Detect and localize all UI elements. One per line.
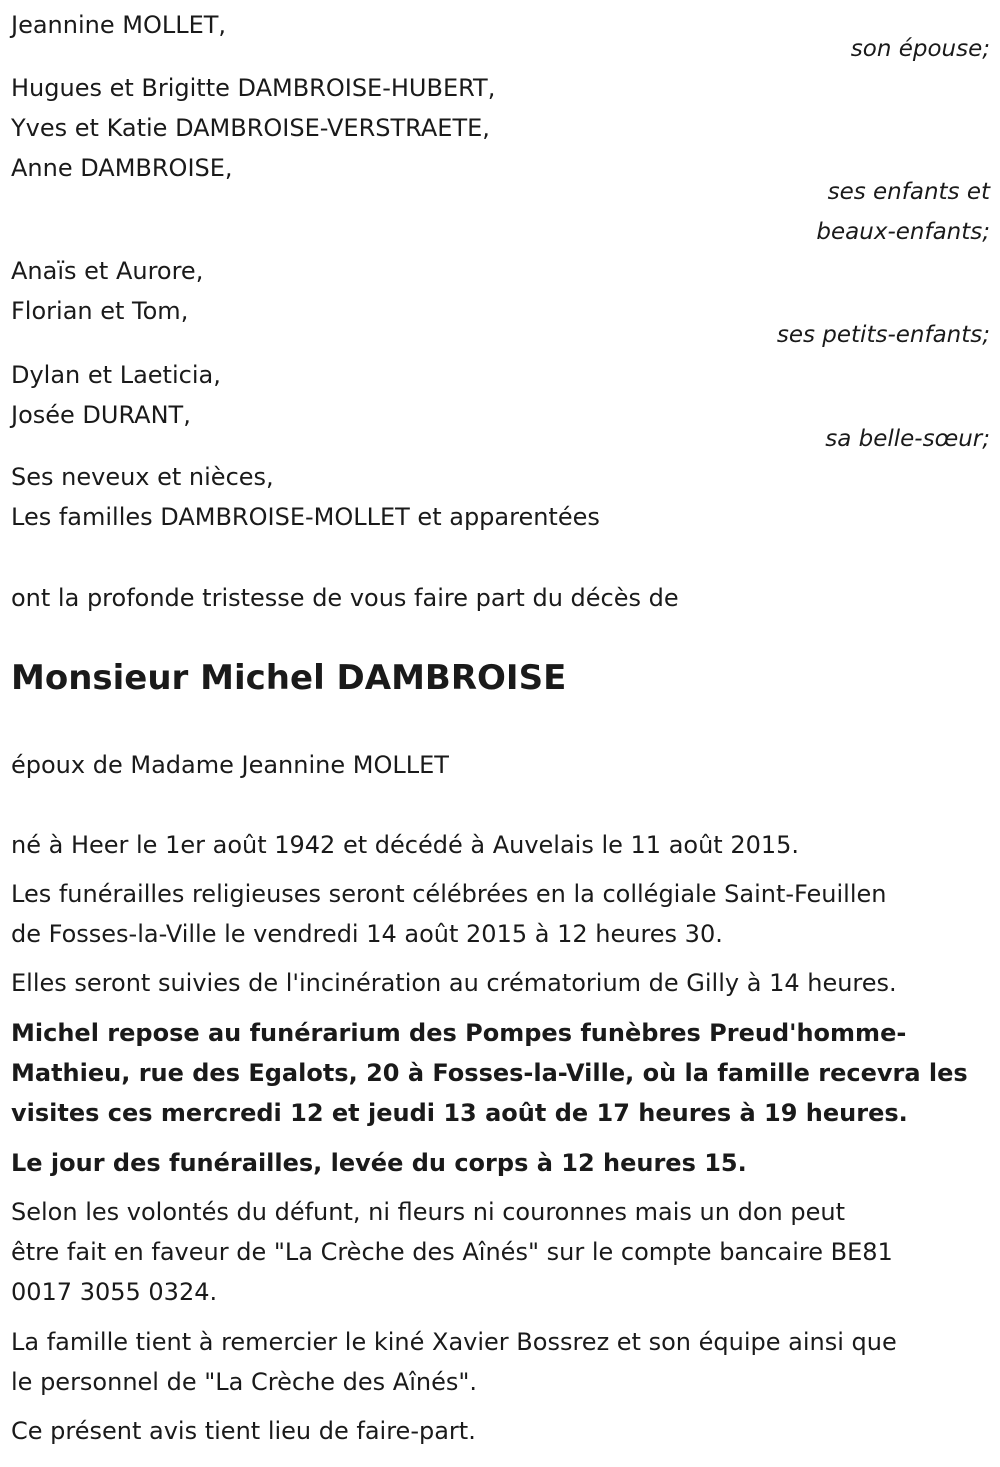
others-line-2: Les familles DAMBROISE-MOLLET et apparentées xyxy=(11,503,600,531)
thanks-line-2: le personnel de "La Crèche des Aînés". xyxy=(11,1368,478,1396)
thanks-line-1: La famille tient à remercier le kiné Xavier Bossrez et son équipe ainsi que xyxy=(11,1328,897,1356)
children-role-line-1: ses enfants et xyxy=(827,179,990,205)
levee-text: Le jour des funérailles, levée du corps à 12 heures 15. xyxy=(11,1149,747,1177)
funeral-line-2: de Fosses-la-Ville le vendredi 14 août 2015 à 12 heures 30. xyxy=(11,920,723,948)
spouse-of-text: époux de Madame Jeannine MOLLET xyxy=(11,751,449,779)
spouse-role: son épouse; xyxy=(850,36,990,62)
donation-line-1: Selon les volontés du défunt, ni fleurs ni couronnes mais un don peut xyxy=(11,1198,845,1226)
child-line-3: Anne DAMBROISE, xyxy=(11,154,233,182)
grandchild-line-2: Florian et Tom, xyxy=(11,297,189,325)
child-line-1: Hugues et Brigitte DAMBROISE-HUBERT, xyxy=(11,74,496,102)
visitation-line-1: Michel repose au funérarium des Pompes funèbres Preud'homme- xyxy=(11,1019,907,1047)
visitation-line-2: Mathieu, rue des Egalots, 20 à Fosses-la-Ville, où la famille recevra les xyxy=(11,1059,968,1087)
grandchild-line-1: Anaïs et Aurore, xyxy=(11,257,204,285)
closing-text: Ce présent avis tient lieu de faire-part. xyxy=(11,1417,476,1445)
deceased-name: Monsieur Michel DAMBROISE xyxy=(11,658,567,698)
inlaw-line-2: Josée DURANT, xyxy=(11,401,191,429)
birth-death-text: né à Heer le 1er août 1942 et décédé à Auvelais le 11 août 2015. xyxy=(11,831,800,859)
inlaw-line-1: Dylan et Laeticia, xyxy=(11,361,221,389)
grandchildren-role: ses petits-enfants; xyxy=(776,322,990,348)
donation-line-2: être fait en faveur de "La Crèche des Aînés" sur le compte bancaire BE81 xyxy=(11,1238,893,1266)
funeral-line-1: Les funérailles religieuses seront célébrées en la collégiale Saint-Feuillen xyxy=(11,880,887,908)
others-line-1: Ses neveux et nièces, xyxy=(11,463,274,491)
intro-text: ont la profonde tristesse de vous faire part du décès de xyxy=(11,584,679,612)
inlaws-role: sa belle-sœur; xyxy=(825,426,990,452)
children-role-line-2: beaux-enfants; xyxy=(816,219,990,245)
spouse-name: Jeannine MOLLET, xyxy=(11,11,227,39)
visitation-line-3: visites ces mercredi 12 et jeudi 13 août de 17 heures à 19 heures. xyxy=(11,1099,908,1127)
donation-line-3: 0017 3055 0324. xyxy=(11,1278,218,1306)
cremation-text: Elles seront suivies de l'incinération au crématorium de Gilly à 14 heures. xyxy=(11,969,897,997)
child-line-2: Yves et Katie DAMBROISE-VERSTRAETE, xyxy=(11,114,490,142)
